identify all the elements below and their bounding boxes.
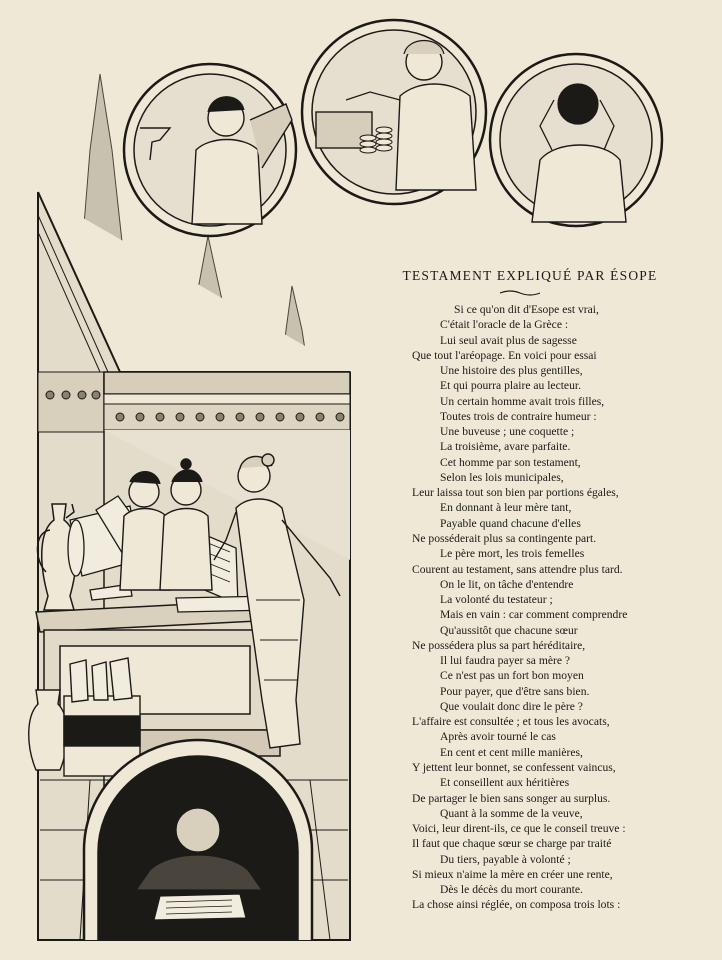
poem-line: Il faut que chaque sœur se charge par traité (412, 837, 612, 851)
poem-line: Cet homme par son testament, (440, 455, 581, 469)
poem-line: Toutes trois de contraire humeur : (440, 409, 597, 423)
poem-line: L'affaire est consultée ; et tous les avocats, (412, 715, 610, 729)
poem-line: En cent et cent mille manières, (440, 745, 583, 759)
poem-line: Du tiers, payable à volonté ; (440, 852, 571, 866)
poem-line: Après avoir tourné le cas (440, 730, 556, 744)
poem-line: Si ce qu'on dit d'Esope est vrai, (454, 303, 599, 316)
poem-line: On le lit, on tâche d'entendre (440, 577, 574, 591)
poem-line: Et conseillent aux héritières (440, 776, 570, 790)
medallion-avare (302, 20, 486, 204)
title-spacer (380, 288, 680, 302)
poem-line: La troisième, avare parfaite. (440, 440, 571, 454)
poem-line: Que voulait donc dire le père ? (440, 699, 583, 713)
poem-line: Payable quand chacune d'elles (440, 516, 581, 530)
poem-lines (380, 302, 680, 913)
poem-line: Mais en vain : car comment comprendre (440, 608, 628, 622)
poem-line: Si mieux n'aime la mère en créer une rente, (412, 867, 613, 881)
poem-line: Il lui faudra payer sa mère ? (440, 654, 571, 668)
poem-line: C'était l'oracle de la Grèce : (440, 318, 569, 332)
medallion-coquette (490, 54, 662, 226)
poem-line: Leur laissa tout son bien par portions égales, (412, 486, 619, 500)
poem-line: De partager le bien sans songer au surplus. (412, 791, 611, 805)
poem-line: Lui seul avait plus de sagesse (440, 333, 577, 347)
poem-line: Selon les lois municipales, (440, 470, 564, 484)
poem-line: Courent au testament, sans attendre plus tard. (412, 562, 623, 576)
poem-line: Le père mort, les trois femelles (440, 547, 585, 561)
medallion-buveuse (124, 64, 296, 236)
poem-line: Voici, leur dirent-ils, ce que le conseil treuve : (412, 822, 626, 836)
poem-line: Une buveuse ; une coquette ; (440, 425, 575, 439)
poem-line: Pour payer, que d'être sans bien. (440, 684, 590, 698)
poem-line: Ce n'est pas un fort bon moyen (440, 669, 584, 683)
poem-line: Y jettent leur bonnet, se confessent vaincus, (412, 760, 616, 774)
poem-line: La chose ainsi réglée, on composa trois lots : (412, 898, 621, 912)
poem-line: Un certain homme avait trois filles, (440, 394, 605, 408)
poem-line: En donnant à leur mère tant, (440, 501, 572, 515)
poem-line: Ne possédera plus sa part héréditaire, (412, 638, 586, 652)
poem-line: La volonté du testateur ; (440, 593, 553, 607)
poem-line: Dès le décès du mort courante. (440, 883, 583, 897)
poem-title: TESTAMENT EXPLIQUÉ PAR ÉSOPE (402, 268, 658, 283)
poem-line: Une histoire des plus gentilles, (440, 364, 583, 378)
poem-line: Ne posséderait plus sa contingente part. (412, 531, 597, 545)
poem-line: Quant à la somme de la veuve, (440, 806, 583, 820)
medallion-scholar (84, 740, 312, 940)
poem-line: Qu'aussitôt que chacune sœur (440, 623, 578, 637)
poem-block (380, 268, 680, 913)
poem-line: Que tout l'aréopage. En voici pour essai (412, 348, 597, 362)
poem-line: Et qui pourra plaire au lecteur. (440, 379, 581, 393)
